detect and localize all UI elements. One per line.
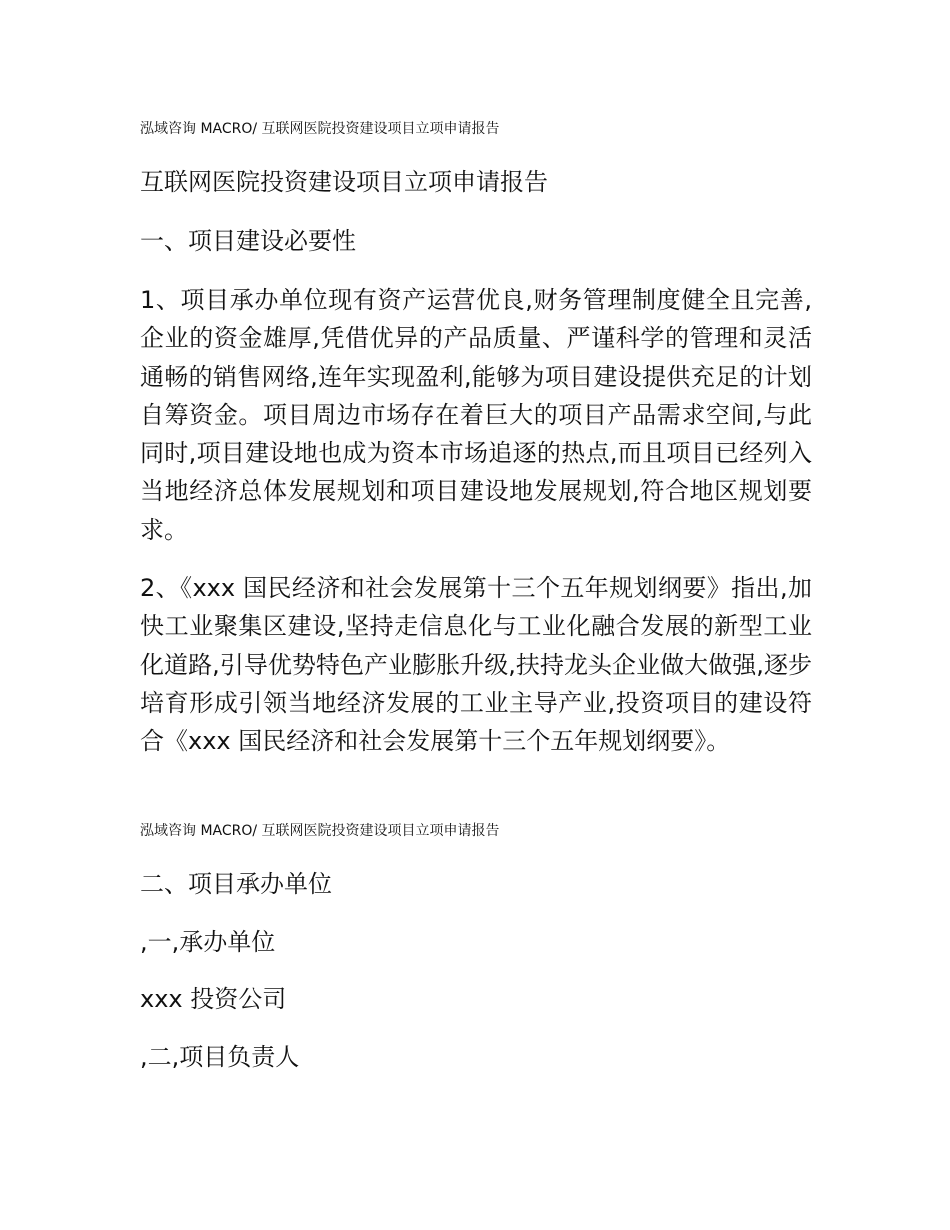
running-header-repeat: 泓域咨询 MACRO/ 互联网医院投资建设项目立项申请报告 (140, 823, 500, 839)
section-heading-undertaker: 二、项目承办单位 (140, 870, 332, 898)
running-header: 泓域咨询 MACRO/ 互联网医院投资建设项目立项申请报告 (140, 121, 500, 137)
organization-name: xxx 投资公司 (140, 985, 287, 1013)
subheading-undertaking-unit: ,一,承办单位 (140, 928, 276, 956)
paragraph-2: 2、《xxx 国民经济和社会发展第十三个五年规划纲要》指出,加快工业聚集区建设,坚持走信息化与工业化融合发展的新型工业化道路,引导优势特色产业膨胀升级,扶持龙头企业做大做强,逐步培育形成引领当地经济发展的工业主导产业,投资项目的建设符合《xxx 国民经济和社会发展第十三个五年规划纲要》。 (140, 574, 812, 756)
section-heading-necessity: 一、项目建设必要性 (140, 227, 356, 255)
subheading-project-leader: ,二,项目负责人 (140, 1043, 300, 1071)
document-title: 互联网医院投资建设项目立项申请报告 (140, 168, 548, 196)
paragraph-1: 1、项目承办单位现有资产运营优良,财务管理制度健全且完善,企业的资金雄厚,凭借优异的产品质量、严谨科学的管理和灵活通畅的销售网络,连年实现盈利,能够为项目建设提供充足的计划自筹资金。项目周边市场存在着巨大的项目产品需求空间,与此同时,项目建设地也成为资本市场追逐的热点,而且项目已经列入当地经济总体发展规划和项目建设地发展规划,符合地区规划要求。 (140, 286, 812, 544)
